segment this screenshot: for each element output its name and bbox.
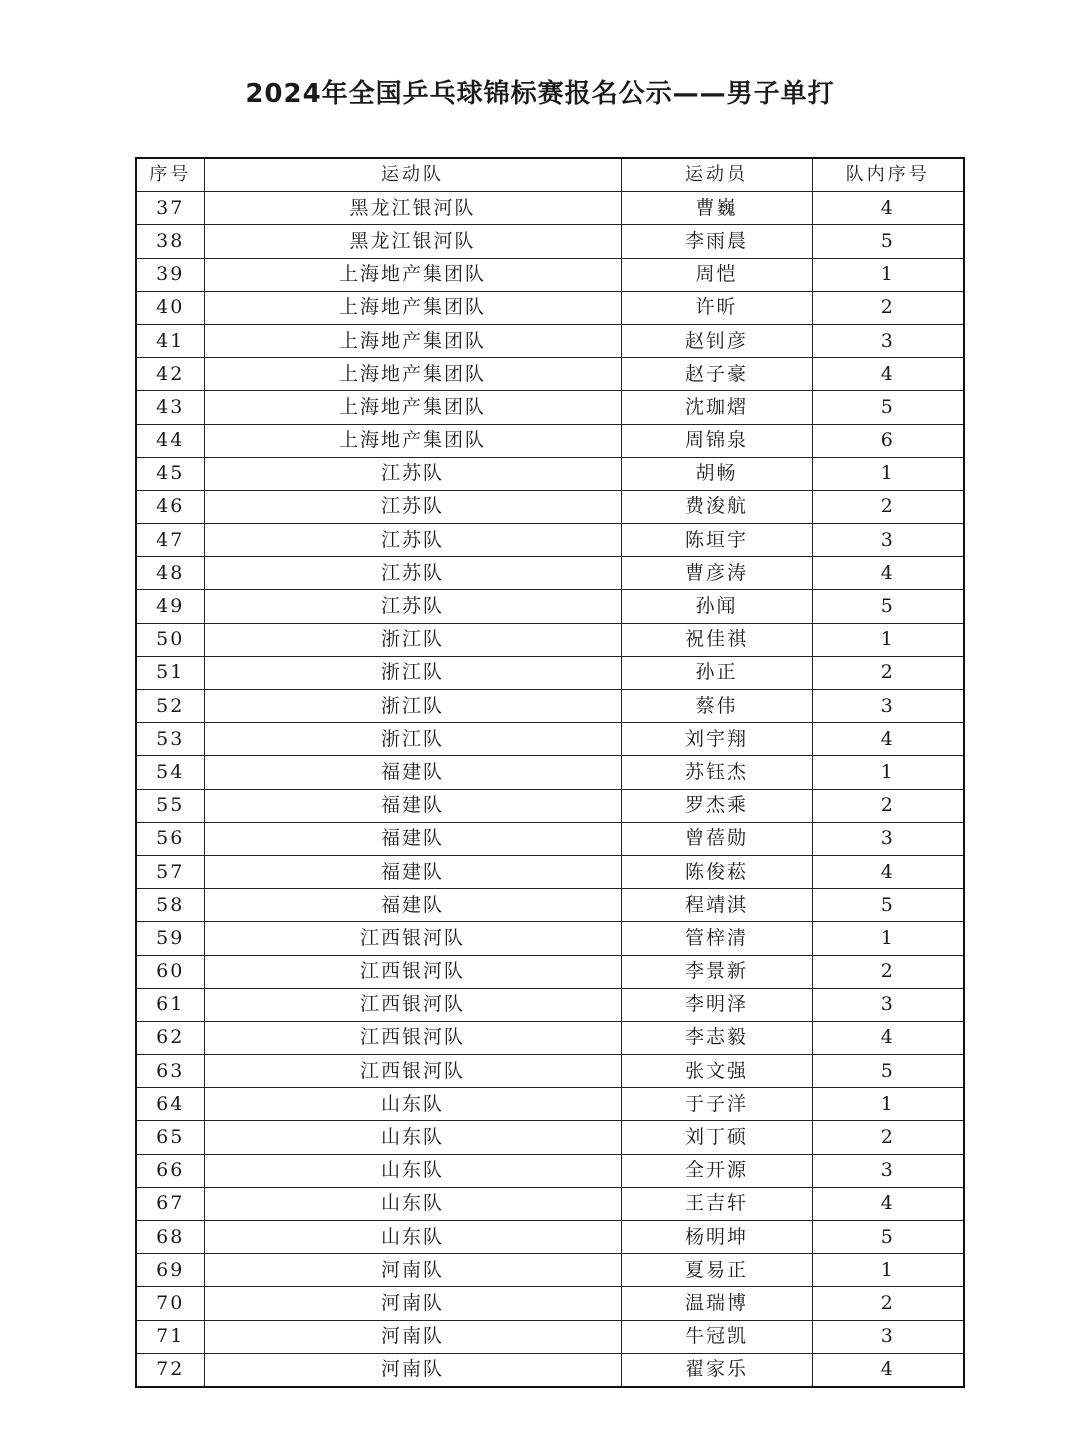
cell-index: 52 xyxy=(136,690,204,723)
table-body xyxy=(136,192,964,1387)
cell-player: 曹巍 xyxy=(621,192,812,225)
cell-team: 浙江队 xyxy=(204,690,621,723)
cell-player: 赵子豪 xyxy=(621,358,812,391)
table-row xyxy=(136,855,964,888)
table-row xyxy=(136,1320,964,1353)
cell-player: 夏易正 xyxy=(621,1254,812,1287)
column-header-index: 序号 xyxy=(136,158,204,192)
cell-index: 47 xyxy=(136,524,204,557)
cell-index: 61 xyxy=(136,988,204,1021)
cell-player: 李景新 xyxy=(621,955,812,988)
table-row xyxy=(136,889,964,922)
column-header-team-rank: 队内序号 xyxy=(812,158,964,192)
cell-team-rank: 4 xyxy=(812,192,964,225)
cell-team: 江西银河队 xyxy=(204,1055,621,1088)
cell-index: 63 xyxy=(136,1055,204,1088)
cell-index: 48 xyxy=(136,557,204,590)
cell-team: 江西银河队 xyxy=(204,988,621,1021)
table-row xyxy=(136,424,964,457)
cell-team-rank: 5 xyxy=(812,1221,964,1254)
column-header-team: 运动队 xyxy=(204,158,621,192)
cell-player: 祝佳祺 xyxy=(621,623,812,656)
cell-team-rank: 4 xyxy=(812,358,964,391)
table-row xyxy=(136,756,964,789)
cell-player: 李明泽 xyxy=(621,988,812,1021)
cell-index: 60 xyxy=(136,955,204,988)
cell-team: 江苏队 xyxy=(204,557,621,590)
cell-team: 山东队 xyxy=(204,1088,621,1121)
cell-player: 翟家乐 xyxy=(621,1353,812,1387)
cell-player: 曾蓓勋 xyxy=(621,822,812,855)
cell-team: 浙江队 xyxy=(204,656,621,689)
cell-team: 福建队 xyxy=(204,756,621,789)
cell-team-rank: 1 xyxy=(812,756,964,789)
cell-index: 38 xyxy=(136,225,204,258)
cell-index: 42 xyxy=(136,358,204,391)
column-header-player: 运动员 xyxy=(621,158,812,192)
cell-index: 53 xyxy=(136,723,204,756)
cell-team: 浙江队 xyxy=(204,723,621,756)
cell-player: 赵钊彦 xyxy=(621,324,812,357)
cell-team-rank: 1 xyxy=(812,258,964,291)
cell-index: 40 xyxy=(136,291,204,324)
cell-index: 64 xyxy=(136,1088,204,1121)
table-row xyxy=(136,656,964,689)
cell-team-rank: 2 xyxy=(812,1121,964,1154)
cell-team: 河南队 xyxy=(204,1353,621,1387)
cell-team-rank: 3 xyxy=(812,822,964,855)
cell-index: 50 xyxy=(136,623,204,656)
cell-team-rank: 4 xyxy=(812,557,964,590)
page-title: 2024年全国乒乓球锦标赛报名公示——男子单打 xyxy=(245,79,835,109)
cell-player: 孙闻 xyxy=(621,590,812,623)
table-row xyxy=(136,524,964,557)
table-row xyxy=(136,590,964,623)
cell-team-rank: 5 xyxy=(812,1055,964,1088)
table-row xyxy=(136,490,964,523)
cell-player: 陈俊菘 xyxy=(621,855,812,888)
cell-player: 牛冠凯 xyxy=(621,1320,812,1353)
cell-player: 费浚航 xyxy=(621,490,812,523)
cell-index: 43 xyxy=(136,391,204,424)
cell-index: 39 xyxy=(136,258,204,291)
cell-team: 河南队 xyxy=(204,1287,621,1320)
cell-team-rank: 2 xyxy=(812,955,964,988)
cell-team-rank: 4 xyxy=(812,1353,964,1387)
cell-player: 曹彦涛 xyxy=(621,557,812,590)
cell-index: 58 xyxy=(136,889,204,922)
cell-index: 59 xyxy=(136,922,204,955)
cell-index: 51 xyxy=(136,656,204,689)
table-row xyxy=(136,291,964,324)
table-row xyxy=(136,358,964,391)
cell-team-rank: 5 xyxy=(812,590,964,623)
cell-team: 江苏队 xyxy=(204,490,621,523)
table-row xyxy=(136,623,964,656)
cell-team: 上海地产集团队 xyxy=(204,258,621,291)
cell-player: 刘宇翔 xyxy=(621,723,812,756)
cell-team: 山东队 xyxy=(204,1187,621,1220)
cell-team: 江苏队 xyxy=(204,524,621,557)
table-row xyxy=(136,258,964,291)
table-row xyxy=(136,1021,964,1054)
cell-index: 55 xyxy=(136,789,204,822)
cell-player: 李雨晨 xyxy=(621,225,812,258)
table-row xyxy=(136,391,964,424)
cell-team-rank: 1 xyxy=(812,1254,964,1287)
cell-team-rank: 2 xyxy=(812,1287,964,1320)
table-row xyxy=(136,192,964,225)
cell-team: 江西银河队 xyxy=(204,955,621,988)
table-row xyxy=(136,922,964,955)
cell-index: 67 xyxy=(136,1187,204,1220)
table-row xyxy=(136,457,964,490)
cell-player: 温瑞博 xyxy=(621,1287,812,1320)
cell-player: 周锦泉 xyxy=(621,424,812,457)
table-row xyxy=(136,1154,964,1187)
cell-team: 河南队 xyxy=(204,1254,621,1287)
cell-player: 刘丁硕 xyxy=(621,1121,812,1154)
table-row xyxy=(136,225,964,258)
cell-team: 江西银河队 xyxy=(204,922,621,955)
cell-index: 69 xyxy=(136,1254,204,1287)
cell-player: 李志毅 xyxy=(621,1021,812,1054)
table-row xyxy=(136,723,964,756)
cell-team: 山东队 xyxy=(204,1154,621,1187)
cell-player: 全开源 xyxy=(621,1154,812,1187)
cell-player: 罗杰乘 xyxy=(621,789,812,822)
cell-team-rank: 4 xyxy=(812,1187,964,1220)
cell-team-rank: 3 xyxy=(812,524,964,557)
cell-team: 山东队 xyxy=(204,1121,621,1154)
table-row xyxy=(136,789,964,822)
cell-player: 胡畅 xyxy=(621,457,812,490)
cell-team: 山东队 xyxy=(204,1221,621,1254)
table-row xyxy=(136,1221,964,1254)
cell-index: 57 xyxy=(136,855,204,888)
table-row xyxy=(136,955,964,988)
cell-team-rank: 5 xyxy=(812,889,964,922)
cell-index: 70 xyxy=(136,1287,204,1320)
table-row xyxy=(136,324,964,357)
cell-index: 62 xyxy=(136,1021,204,1054)
cell-team-rank: 1 xyxy=(812,623,964,656)
cell-team-rank: 4 xyxy=(812,1021,964,1054)
cell-team: 福建队 xyxy=(204,822,621,855)
cell-index: 56 xyxy=(136,822,204,855)
cell-team: 福建队 xyxy=(204,789,621,822)
table-row xyxy=(136,1353,964,1387)
cell-team: 江西银河队 xyxy=(204,1021,621,1054)
cell-team: 黑龙江银河队 xyxy=(204,192,621,225)
cell-team-rank: 1 xyxy=(812,1088,964,1121)
cell-player: 管梓清 xyxy=(621,922,812,955)
cell-team-rank: 6 xyxy=(812,424,964,457)
cell-team: 上海地产集团队 xyxy=(204,391,621,424)
cell-team: 河南队 xyxy=(204,1320,621,1353)
table-row xyxy=(136,690,964,723)
cell-team-rank: 2 xyxy=(812,789,964,822)
cell-team-rank: 1 xyxy=(812,922,964,955)
cell-team-rank: 3 xyxy=(812,988,964,1021)
cell-team-rank: 3 xyxy=(812,324,964,357)
cell-team: 浙江队 xyxy=(204,623,621,656)
cell-player: 许昕 xyxy=(621,291,812,324)
cell-index: 45 xyxy=(136,457,204,490)
table-row xyxy=(136,1254,964,1287)
cell-index: 46 xyxy=(136,490,204,523)
cell-player: 孙正 xyxy=(621,656,812,689)
cell-team-rank: 5 xyxy=(812,391,964,424)
cell-team-rank: 2 xyxy=(812,291,964,324)
cell-index: 37 xyxy=(136,192,204,225)
cell-index: 71 xyxy=(136,1320,204,1353)
cell-index: 54 xyxy=(136,756,204,789)
table-row xyxy=(136,1287,964,1320)
cell-team: 福建队 xyxy=(204,889,621,922)
cell-player: 陈垣宇 xyxy=(621,524,812,557)
cell-team-rank: 3 xyxy=(812,1154,964,1187)
cell-team: 上海地产集团队 xyxy=(204,291,621,324)
cell-team: 上海地产集团队 xyxy=(204,424,621,457)
cell-player: 王吉轩 xyxy=(621,1187,812,1220)
cell-team: 黑龙江银河队 xyxy=(204,225,621,258)
cell-team-rank: 3 xyxy=(812,690,964,723)
cell-player: 程靖淇 xyxy=(621,889,812,922)
cell-player: 沈珈熠 xyxy=(621,391,812,424)
cell-index: 68 xyxy=(136,1221,204,1254)
cell-team: 上海地产集团队 xyxy=(204,324,621,357)
cell-team: 上海地产集团队 xyxy=(204,358,621,391)
cell-index: 44 xyxy=(136,424,204,457)
cell-index: 41 xyxy=(136,324,204,357)
table-row xyxy=(136,1055,964,1088)
cell-player: 杨明坤 xyxy=(621,1221,812,1254)
cell-player: 蔡伟 xyxy=(621,690,812,723)
cell-index: 72 xyxy=(136,1353,204,1387)
header-row xyxy=(136,158,964,192)
table-row xyxy=(136,1121,964,1154)
table-row xyxy=(136,988,964,1021)
cell-player: 于子洋 xyxy=(621,1088,812,1121)
cell-team-rank: 2 xyxy=(812,490,964,523)
cell-team-rank: 4 xyxy=(812,723,964,756)
cell-team-rank: 2 xyxy=(812,656,964,689)
table-row xyxy=(136,822,964,855)
cell-team-rank: 4 xyxy=(812,855,964,888)
cell-team-rank: 1 xyxy=(812,457,964,490)
cell-index: 49 xyxy=(136,590,204,623)
cell-index: 65 xyxy=(136,1121,204,1154)
cell-team: 福建队 xyxy=(204,855,621,888)
cell-index: 66 xyxy=(136,1154,204,1187)
cell-team-rank: 5 xyxy=(812,225,964,258)
cell-player: 苏钰杰 xyxy=(621,756,812,789)
cell-team: 江苏队 xyxy=(204,590,621,623)
cell-player: 周恺 xyxy=(621,258,812,291)
table-row xyxy=(136,557,964,590)
roster-table xyxy=(135,157,965,1388)
table-row xyxy=(136,1088,964,1121)
table-row xyxy=(136,1187,964,1220)
cell-team: 江苏队 xyxy=(204,457,621,490)
cell-player: 张文强 xyxy=(621,1055,812,1088)
cell-team-rank: 3 xyxy=(812,1320,964,1353)
table-header xyxy=(136,158,964,192)
